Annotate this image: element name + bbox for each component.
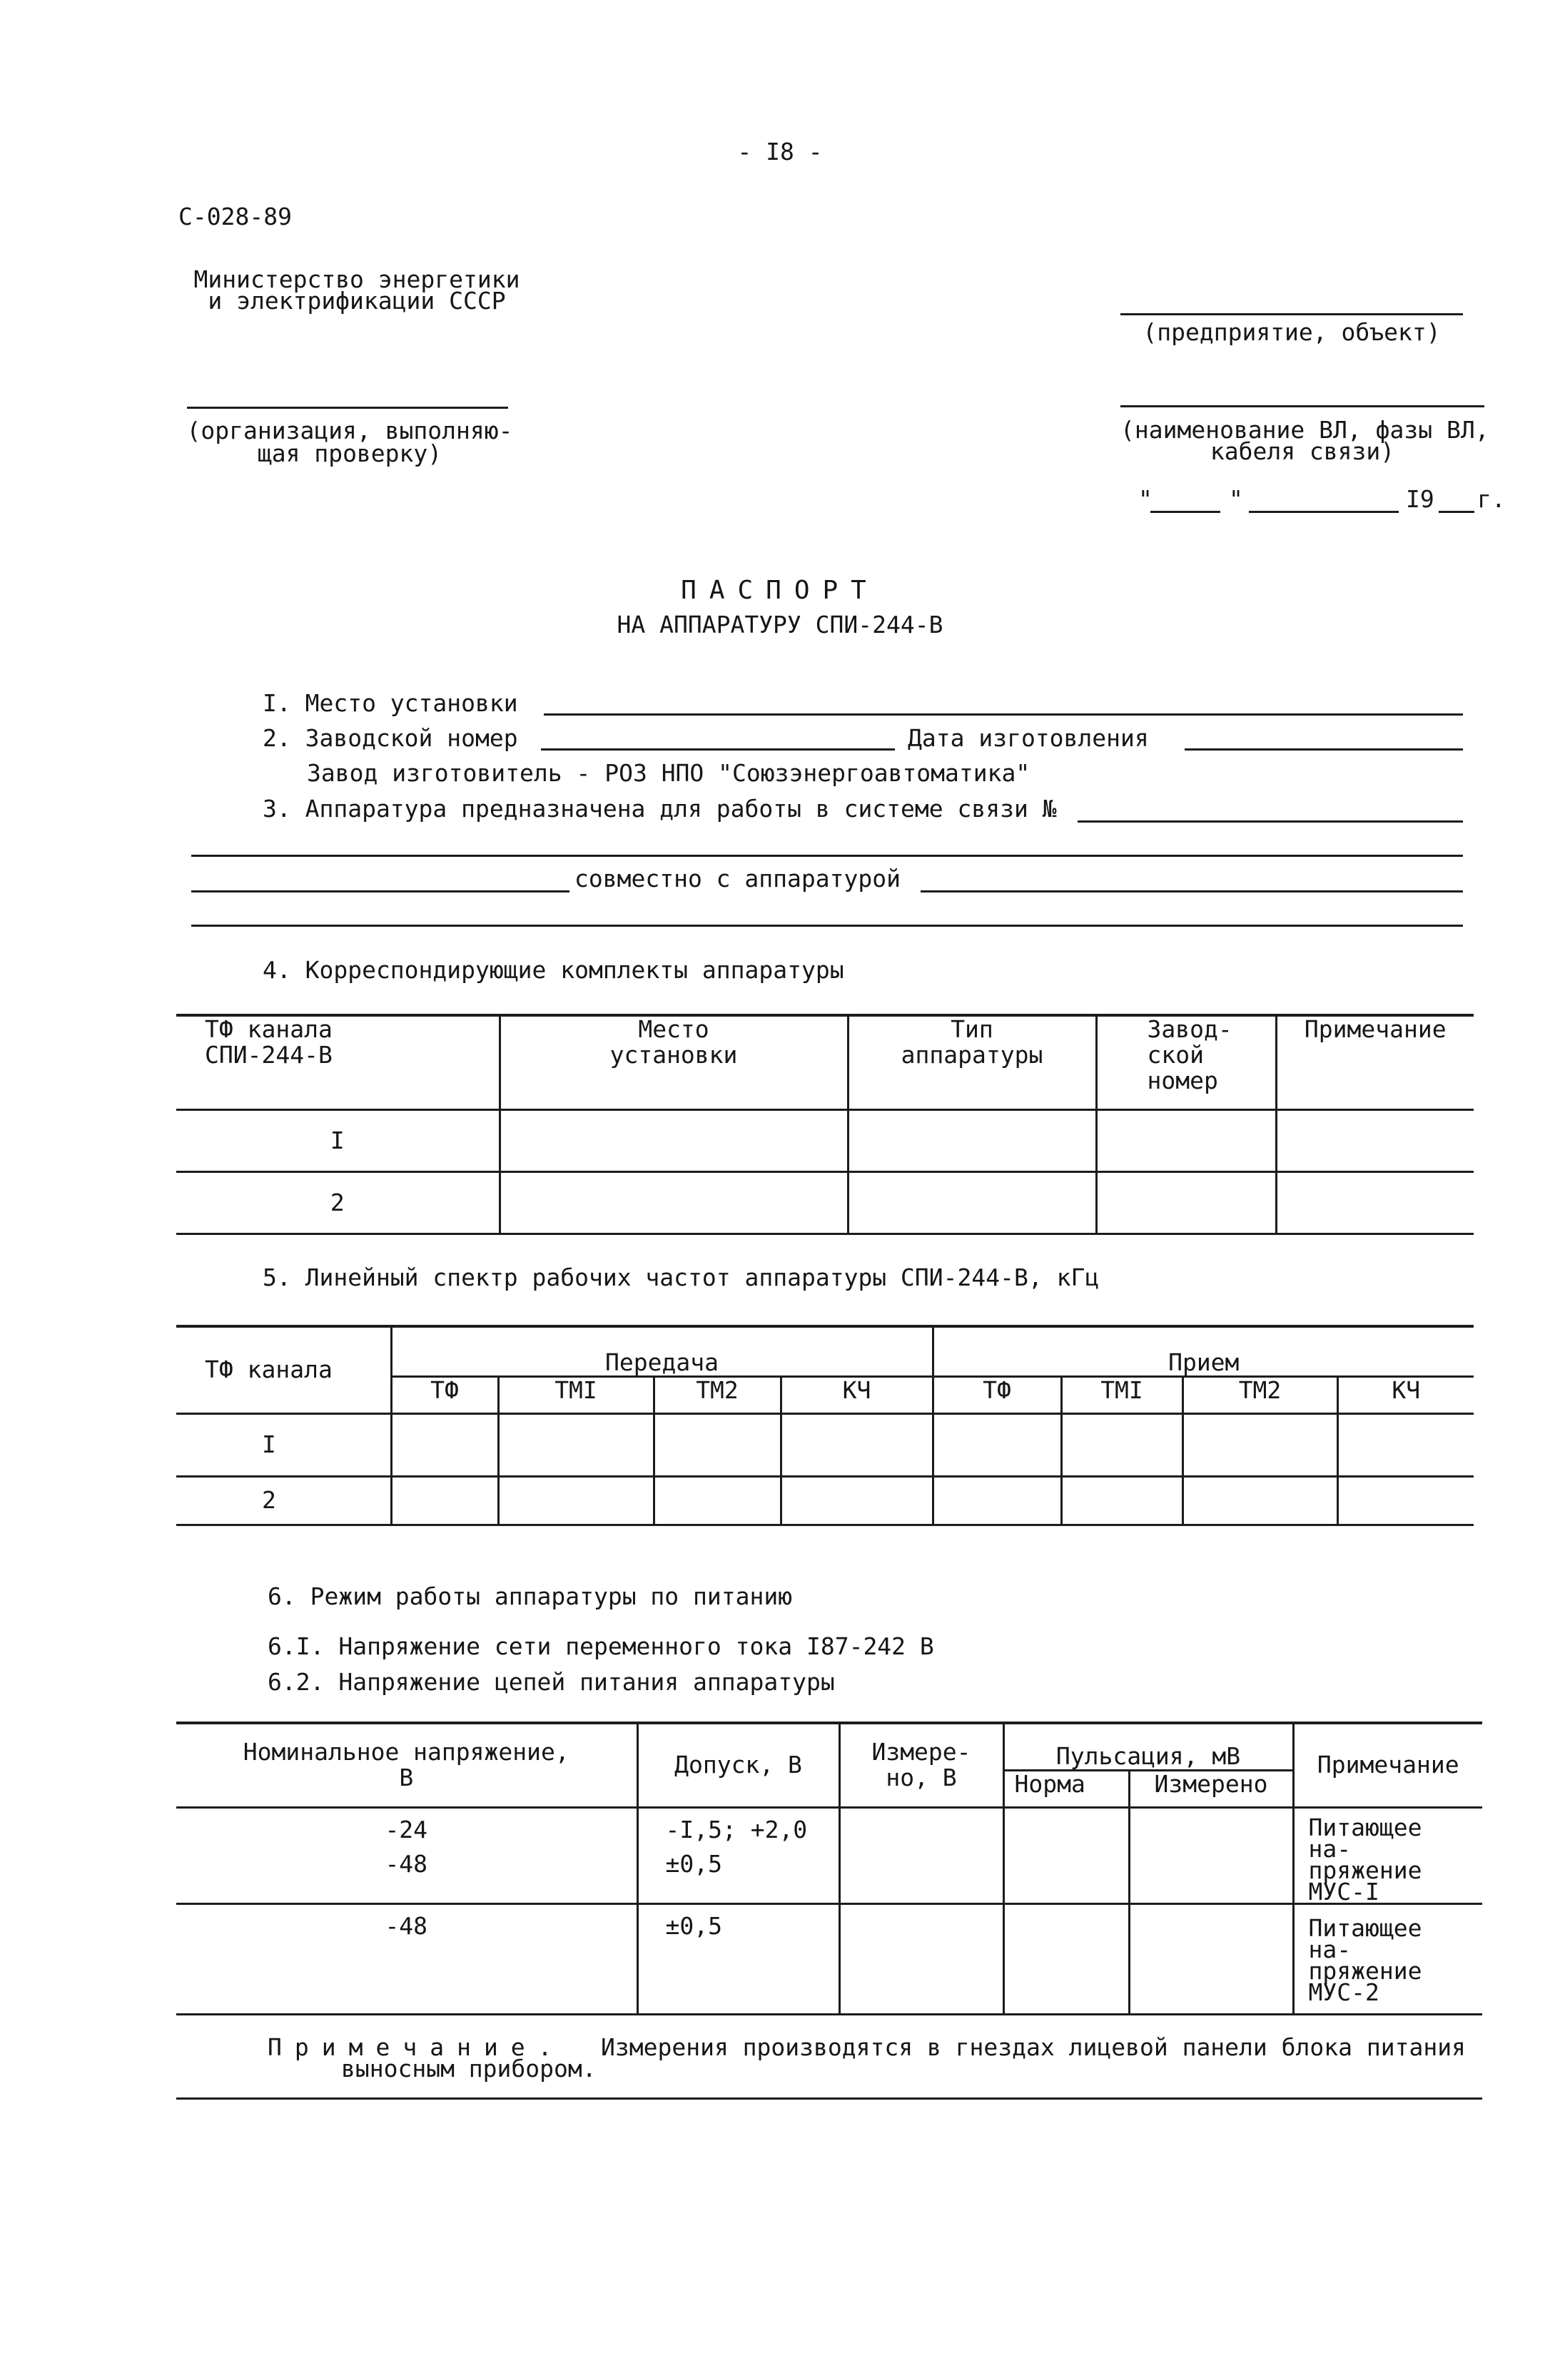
table1-cell xyxy=(500,1109,848,1171)
table3-cell xyxy=(1003,1807,1129,1903)
table-row xyxy=(176,1476,1474,1525)
date-year-blank xyxy=(1439,511,1474,513)
table2-sub-rx-tm2: ТМ2 xyxy=(1182,1376,1337,1413)
table2-cell xyxy=(391,1413,498,1476)
table2-header-channel: ТФ канала xyxy=(176,1326,391,1413)
table2-header-transmit: Передача xyxy=(391,1326,933,1376)
table2-cell xyxy=(781,1413,933,1476)
item-3-blank xyxy=(1078,820,1463,823)
table1-cell xyxy=(500,1171,848,1234)
table1-cell xyxy=(848,1171,1096,1234)
table3-row-2-nominal: -48 xyxy=(176,1903,637,2014)
item-3-line-3b xyxy=(921,890,1463,892)
table2-sub-rx-tf: ТФ xyxy=(933,1376,1061,1413)
date-year-suffix: г. xyxy=(1477,485,1506,513)
table-row xyxy=(176,1171,1474,1234)
table2-cell xyxy=(1182,1413,1337,1476)
passport-title: ПАСПОРТ xyxy=(681,576,879,605)
item-4-label: 4. Корреспондирующие комплекты аппаратуры xyxy=(263,956,844,984)
table1-row-2-channel: 2 xyxy=(176,1171,500,1234)
table-row xyxy=(176,1903,1482,2014)
frequency-spectrum-table xyxy=(176,1325,1474,1526)
table2-header-receive: Прием xyxy=(933,1326,1474,1376)
table2-cell xyxy=(1337,1476,1474,1525)
date-year-prefix: I9 xyxy=(1406,485,1434,513)
item-3-label: 3. Аппаратура предназначена для работы в системе связи № xyxy=(263,795,1057,823)
date-month-blank xyxy=(1249,511,1399,513)
table1-header-note: Примечание xyxy=(1276,1015,1474,1109)
item-3-line-4 xyxy=(191,925,1463,927)
table2-cell xyxy=(781,1476,933,1525)
table3-cell xyxy=(1129,1903,1293,2014)
table1-cell xyxy=(1096,1171,1276,1234)
table3-row-1-tolerance: -I,5; +2,0 ±0,5 xyxy=(637,1807,839,1903)
table1-header-row xyxy=(176,1015,1474,1109)
manufacture-date-blank xyxy=(1185,748,1463,751)
ministry-line-1: Министерство энергетики xyxy=(193,265,520,293)
table3-cell xyxy=(839,1807,1003,1903)
table2-cell xyxy=(1337,1413,1474,1476)
table2-cell xyxy=(654,1413,781,1476)
table-row xyxy=(176,1807,1482,1903)
line-name-caption-1: (наименование ВЛ, фазы ВЛ, xyxy=(1120,416,1489,444)
manufacturer-line: Завод изготовитель - РОЗ НПО "Союзэнергоавтоматика" xyxy=(307,759,1030,787)
table2-sub-tx-tm2: ТМ2 xyxy=(654,1376,781,1413)
item-3-line-3a xyxy=(191,890,569,892)
item-2-blank xyxy=(541,748,895,751)
table1-cell xyxy=(848,1109,1096,1171)
table3-cell xyxy=(1129,1807,1293,1903)
document-code: С-028-89 xyxy=(178,203,292,230)
enterprise-caption: (предприятие, объект) xyxy=(1143,318,1441,346)
table2-row-1-channel: I xyxy=(176,1413,391,1476)
date-quote-close: " xyxy=(1229,485,1243,513)
table-row xyxy=(176,1109,1474,1171)
item-6-label: 6. Режим работы аппаратуры по питанию xyxy=(268,1582,793,1610)
organization-underline xyxy=(187,407,508,409)
table2-cell xyxy=(1182,1476,1337,1525)
table1-row-1-channel: I xyxy=(176,1109,500,1171)
organization-caption-2: щая проверку) xyxy=(257,439,442,467)
table2-sub-tx-kch: КЧ xyxy=(781,1376,933,1413)
table2-cell xyxy=(498,1476,654,1525)
table2-cell xyxy=(654,1476,781,1525)
table1-header-location: Место установки xyxy=(500,1015,848,1109)
date-day-blank xyxy=(1150,511,1220,513)
table3-header-measured: Измере- но, В xyxy=(839,1723,1003,1807)
table1-header-channel: ТФ канала СПИ-244-В xyxy=(176,1015,500,1109)
table2-cell xyxy=(391,1476,498,1525)
item-6-2-label: 6.2. Напряжение цепей питания аппаратуры xyxy=(268,1668,835,1696)
enterprise-underline xyxy=(1120,313,1463,315)
item-1-label: I. Место установки xyxy=(263,689,518,717)
jointly-label: совместно с аппаратурой xyxy=(574,865,901,892)
table3-header-tolerance: Допуск, В xyxy=(637,1723,839,1807)
item-2-label: 2. Заводской номер xyxy=(263,724,518,752)
table1-cell xyxy=(1096,1109,1276,1171)
organization-caption-1: (организация, выполняю- xyxy=(186,417,513,444)
corresponding-sets-table xyxy=(176,1014,1474,1235)
table2-sub-tx-tf: ТФ xyxy=(391,1376,498,1413)
table3-cell xyxy=(1003,1903,1129,2014)
passport-subtitle: НА АППАРАТУРУ СПИ-244-В xyxy=(617,611,943,639)
item-6-1-label: 6.I. Напряжение сети переменного тока I87-242 В xyxy=(268,1632,934,1660)
table1-cell xyxy=(1276,1109,1474,1171)
line-name-underline xyxy=(1120,405,1484,407)
table1-header-type: Тип аппаратуры xyxy=(848,1015,1096,1109)
table2-header-row xyxy=(176,1326,1474,1376)
table2-cell xyxy=(1061,1476,1182,1525)
date-quote-open: " xyxy=(1138,485,1153,513)
table1-header-serial: Завод- ской номер xyxy=(1096,1015,1276,1109)
table3-row-1-nominal: -24 -48 xyxy=(176,1807,637,1903)
table2-cell xyxy=(933,1476,1061,1525)
table3-header-nominal: Номинальное напряжение, В xyxy=(176,1723,637,1807)
table-row xyxy=(176,1413,1474,1476)
footnote-text-1: Измерения производятся в гнездах лицевой панели блока питания xyxy=(601,2033,1466,2061)
table3-header-ripple-norm: Норма xyxy=(1003,1770,1129,1807)
page-number: - I8 - xyxy=(737,138,823,166)
table3-header-ripple: Пульсация, мВ xyxy=(1003,1723,1293,1770)
table3-row-2-tolerance: ±0,5 xyxy=(637,1903,839,2014)
manufacture-date-label: Дата изготовления xyxy=(908,724,1149,752)
table2-cell xyxy=(1061,1413,1182,1476)
item-5-label: 5. Линейный спектр рабочих частот аппаратуры СПИ-244-В, кГц xyxy=(263,1263,1100,1291)
table2-row-2-channel: 2 xyxy=(176,1476,391,1525)
item-3-line-2 xyxy=(191,855,1463,857)
footnote-label: Примечание. xyxy=(268,2033,565,2061)
table2-cell xyxy=(933,1413,1061,1476)
table2-sub-rx-tm1: ТМI xyxy=(1061,1376,1182,1413)
table2-sub-tx-tm1: ТМI xyxy=(498,1376,654,1413)
table3-header-row xyxy=(176,1723,1482,1770)
item-1-blank xyxy=(544,713,1463,716)
table3-header-note: Примечание xyxy=(1293,1723,1482,1807)
table1-cell xyxy=(1276,1171,1474,1234)
footnote-rule xyxy=(176,2097,1482,2100)
supply-voltage-table xyxy=(176,1722,1482,2015)
table3-header-ripple-measured: Измерено xyxy=(1129,1770,1293,1807)
line-name-caption-2: кабеля связи) xyxy=(1210,437,1395,465)
table3-row-2-note: Питающее на- пряжение МУС-2 xyxy=(1293,1903,1482,2014)
table2-sub-rx-kch: КЧ xyxy=(1337,1376,1474,1413)
table2-cell xyxy=(498,1413,654,1476)
ministry-line-2: и электрификации СССР xyxy=(208,287,506,315)
table3-cell xyxy=(839,1903,1003,2014)
footnote-text-2: выносным прибором. xyxy=(341,2055,597,2082)
table3-row-1-note: Питающее на- пряжение МУС-I xyxy=(1293,1807,1482,1903)
